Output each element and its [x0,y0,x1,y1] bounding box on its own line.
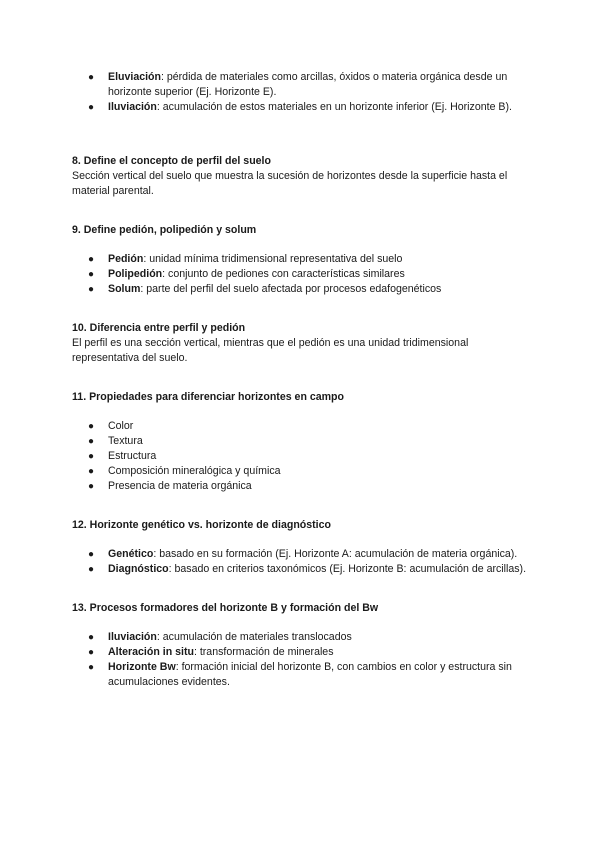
list-item [72,419,532,434]
section-title: 11. Propiedades para diferenciar horizontes en campo [72,391,344,403]
bullet-icon: ● [88,632,95,643]
list-item-term: Polipedión [108,268,163,280]
section-11 [72,390,532,494]
list-item [72,630,532,645]
list-item [72,562,532,577]
bullet-icon: ● [88,102,95,113]
section-10 [72,321,532,366]
list-item-text: : conjunto de pediones con características similares [162,268,405,280]
list-item [72,267,532,282]
list-item-term: Diagnóstico [108,563,169,575]
list-item-text: : transformación de minerales [193,646,334,658]
list-item [72,70,532,100]
bullet-icon: ● [88,549,95,560]
list-item-text: Estructura [108,450,157,462]
bullet-icon: ● [88,647,95,658]
list-item [72,100,532,115]
list-item [72,660,532,690]
section-body: Sección vertical del suelo que muestra la sucesión de horizontes desde la superficie hasta el material parental. [72,170,508,197]
list-item-text: : basado en su formación (Ej. Horizonte A: acumulación de materia orgánica). [153,548,518,560]
list-item-text: : basado en criterios taxonómicos (Ej. Horizonte B: acumulación de arcillas). [168,563,527,575]
bullet-icon: ● [88,269,95,280]
list-item-term: Iluviación [108,631,157,643]
list-item [72,479,532,494]
section-title: 9. Define pedión, polipedión y solum [72,224,257,236]
document-page [72,70,532,690]
list-item-term: Alteración in situ [108,646,194,658]
section-13 [72,601,532,690]
bullet-icon: ● [88,421,95,432]
bullet-icon: ● [88,564,95,575]
list-item-text: Presencia de materia orgánica [108,480,252,492]
list-item [72,282,532,297]
list-item [72,252,532,267]
bullet-icon: ● [88,284,95,295]
bullet-icon: ● [88,466,95,477]
bullet-icon: ● [88,481,95,492]
list-item [72,645,532,660]
list-item-text: Composición mineralógica y química [108,465,281,477]
section-title: 10. Diferencia entre perfil y pedión [72,322,246,334]
list-item-term: Genético [108,548,154,560]
section-title: 8. Define el concepto de perfil del suelo [72,155,271,167]
list-item-text: : formación inicial del horizonte B, con cambios en color y estructura sin acumulaciones evidentes. [108,661,512,688]
list-item [72,434,532,449]
list-item [72,547,532,562]
list-item-text: : acumulación de materiales translocados [156,631,352,643]
bullet-icon: ● [88,662,95,673]
section-title: 13. Procesos formadores del horizonte B y formación del Bw [72,602,379,614]
section-8 [72,154,532,199]
bullet-icon: ● [88,72,95,83]
list-item [72,449,532,464]
list-item-term: Solum [108,283,141,295]
list-item-term: Horizonte Bw [108,661,176,673]
bullet-list [72,419,532,494]
list-item-text: : acumulación de estos materiales en un horizonte inferior (Ej. Horizonte B). [156,101,512,113]
list-item-term: Eluviación [108,71,161,83]
intro-list [72,70,532,115]
bullet-icon: ● [88,451,95,462]
list-item-text: : unidad mínima tridimensional representativa del suelo [143,253,403,265]
list-item-term: Iluviación [108,101,157,113]
list-item [72,464,532,479]
bullet-icon: ● [88,436,95,447]
section-12 [72,518,532,577]
list-item-text: : pérdida de materiales como arcillas, óxidos o materia orgánica desde un horizonte superior (Ej. Horizonte E). [108,71,508,98]
bullet-list [72,252,532,297]
list-item-term: Pedión [108,253,144,265]
section-9 [72,223,532,297]
section-title: 12. Horizonte genético vs. horizonte de diagnóstico [72,519,331,531]
list-item-text: Color [108,420,134,432]
section-body: El perfil es una sección vertical, mientras que el pedión es una unidad tridimensional representativa del suelo. [72,337,469,364]
bullet-icon: ● [88,254,95,265]
bullet-list [72,630,532,690]
list-item-text: : parte del perfil del suelo afectada por procesos edafogenéticos [140,283,442,295]
list-item-text: Textura [108,435,143,447]
bullet-list [72,547,532,577]
